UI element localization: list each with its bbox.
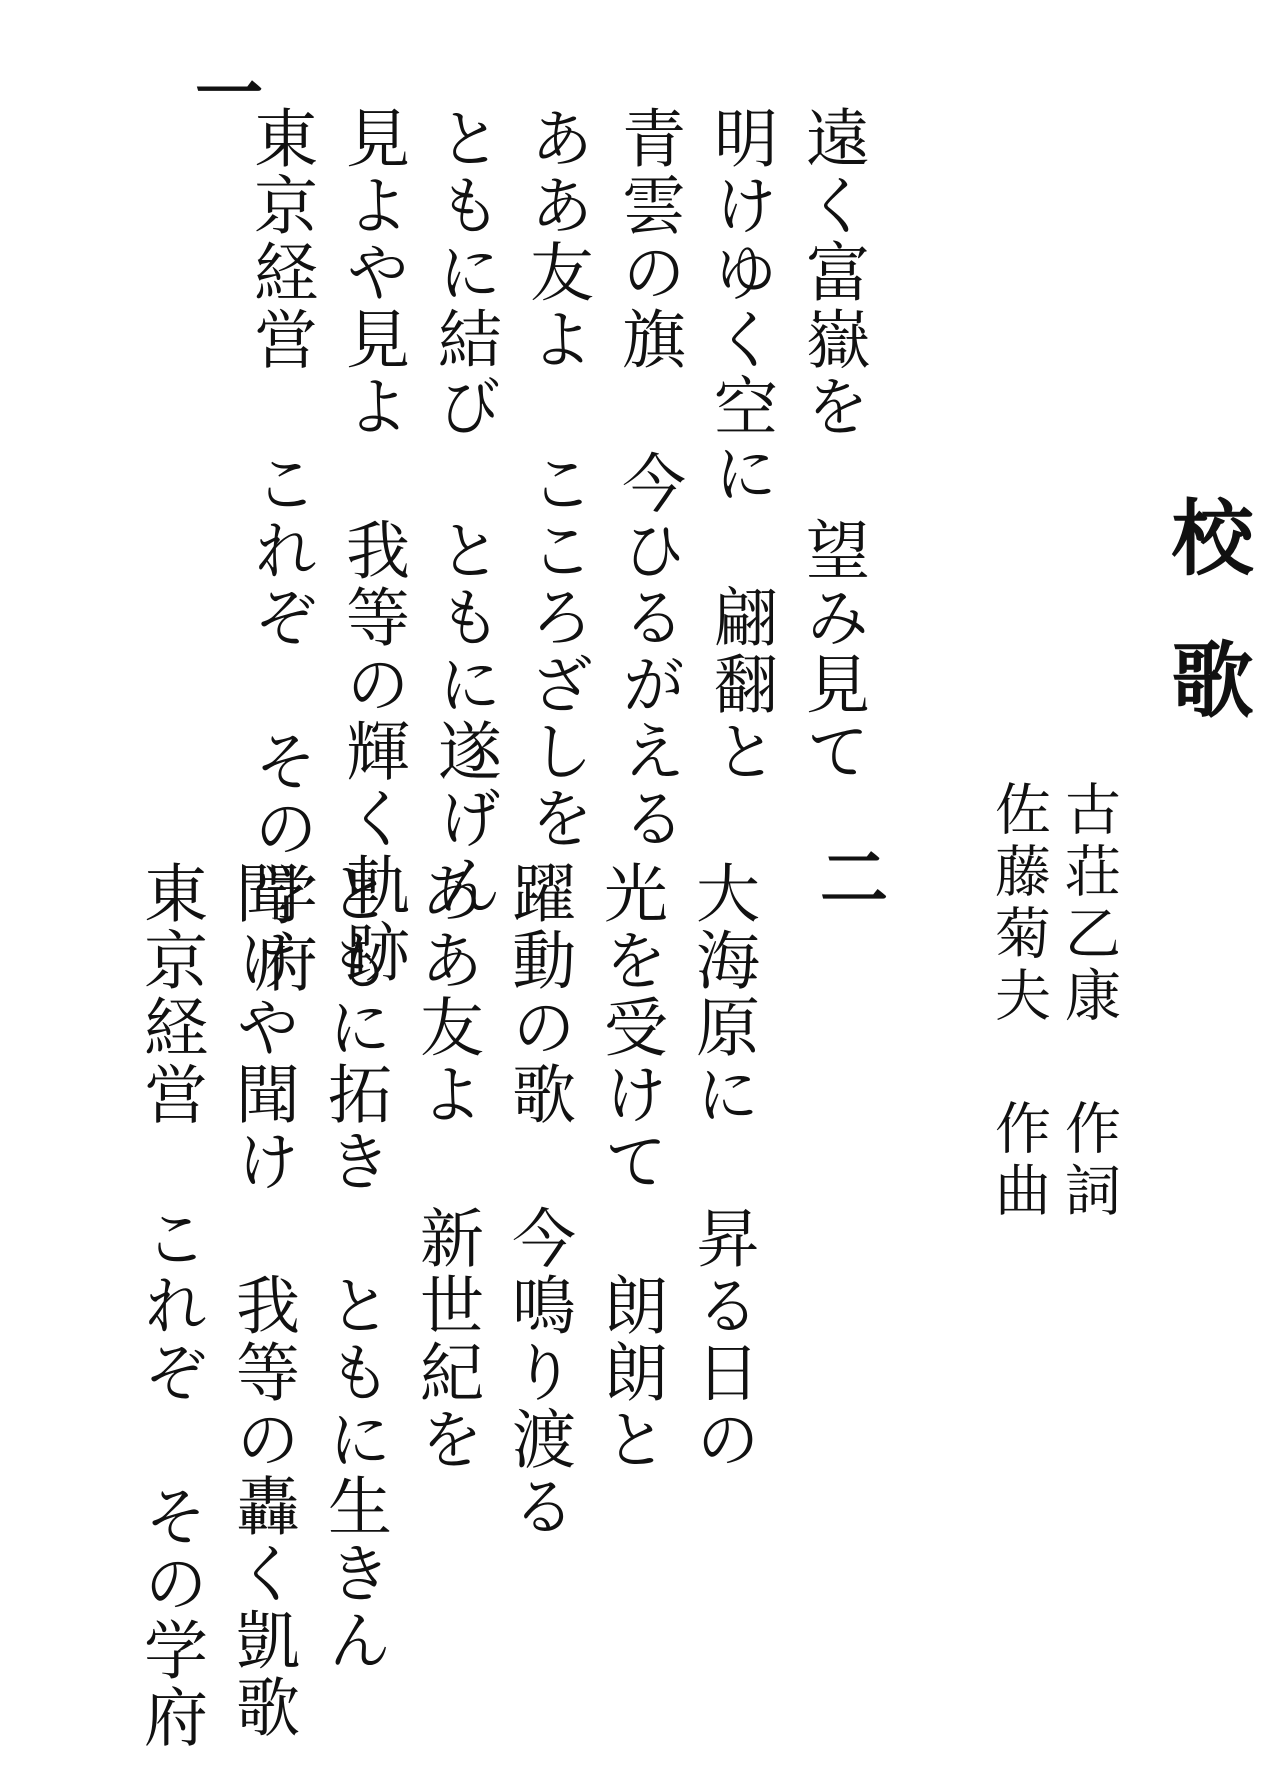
verse-2-number: 二	[820, 839, 889, 919]
verse-1-line-6: 見よや見よ 我等の輝く軌跡	[335, 105, 409, 986]
verse-1-line-7: 東京経営 これぞ その学府	[243, 105, 317, 996]
verse-1-line-5: ともに結び ともに遂げん	[427, 105, 501, 919]
verse-2-line-5: ともに拓き ともに生きん	[317, 860, 391, 1674]
verse-1-line-1: 遠く富嶽を 望み見て	[795, 105, 869, 785]
verse-1-line-2: 明けゆく空に 翩翻と	[703, 105, 777, 785]
verse-2-line-7: 東京経営 これぞ その学府	[133, 860, 207, 1751]
verse-1-number: 一	[195, 54, 264, 134]
verse-1-line-3: 青雲の旗 今ひるがえる	[611, 105, 685, 852]
verse-2-line-3: 躍動の歌 今鳴り渡る	[501, 860, 575, 1540]
title: 校歌	[1158, 495, 1254, 779]
verse-2-line-2: 光を受けて 朗朗と	[593, 860, 667, 1473]
lyricist-credit: 古荘乙康 作詞	[1056, 780, 1121, 1223]
composer-credit: 佐藤菊夫 作曲	[986, 780, 1051, 1223]
verse-2-line-6: 聞けや聞け 我等の轟く凱歌	[225, 860, 299, 1741]
verse-2-line-1: 大海原に 昇る日の	[685, 860, 759, 1473]
verse-1-line-4: ああ友よ こころざしを	[519, 105, 593, 852]
verse-2-line-4: ああ友よ 新世紀を	[409, 860, 483, 1473]
